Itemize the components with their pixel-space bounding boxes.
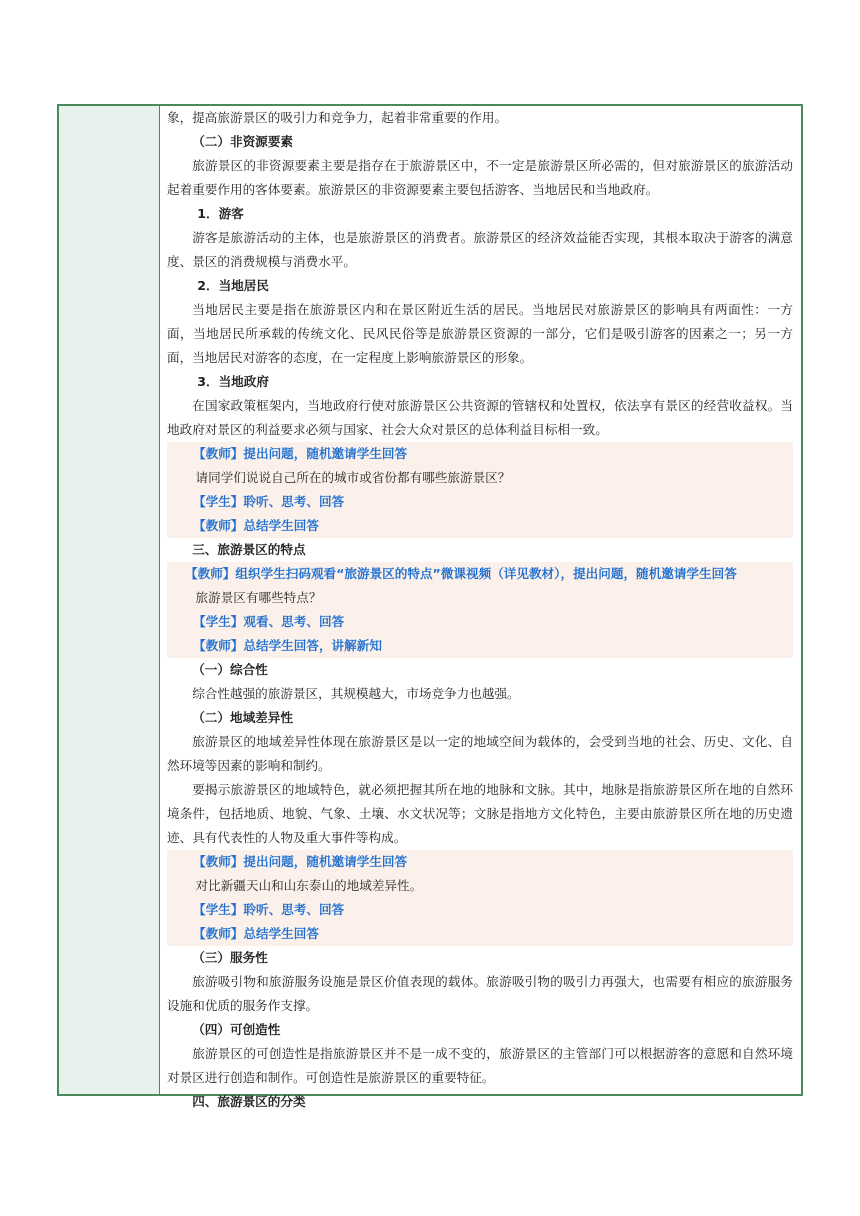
paragraph: 当地居民主要是指在旅游景区内和在景区附近生活的居民。当地居民对旅游景区的影响具有两面性：一方面，当地居民所承载的传统文化、民风民俗等是旅游景区资源的一部分，它们是吸引游客的因素之一；另一方面，当地居民对游客的态度，在一定程度上影响旅游景区的形象。: [167, 302, 793, 365]
activity-question: 旅游景区有哪些特点？: [195, 590, 322, 605]
teacher-summary: 【教师】总结学生回答: [193, 518, 319, 533]
item-heading-tourist: 1．游客: [197, 206, 244, 221]
teacher-summary: 【教师】总结学生回答，讲解新知: [193, 638, 382, 653]
teacher-summary: 【教师】总结学生回答: [193, 926, 319, 941]
teacher-prompt: 【教师】提出问题，随机邀请学生回答: [193, 854, 408, 869]
feature-heading-creativity: （四）可创造性: [192, 1022, 281, 1037]
section-heading-nonresource: （二）非资源要素: [192, 134, 293, 149]
left-column-cell: [59, 106, 160, 1094]
activity-block-2: [167, 562, 793, 658]
paragraph: 旅游景区的非资源要素主要是指存在于旅游景区中，不一定是旅游景区所必需的，但对旅游景区的旅游活动起着重要作用的客体要素。旅游景区的非资源要素主要包括游客、当地居民和当地政府。: [167, 158, 793, 197]
student-response: 【学生】观看、思考、回答: [193, 614, 345, 629]
paragraph: 在国家政策框架内，当地政府行使对旅游景区公共资源的管辖权和处置权，依法享有景区的经营收益权。当地政府对景区的利益要求必须与国家、社会大众对景区的总体利益目标相一致。: [167, 398, 793, 437]
paragraph: 旅游吸引物和旅游服务设施是景区价值表现的载体。旅游吸引物的吸引力再强大，也需要有相应的旅游服务设施和优质的服务作支撑。: [167, 974, 793, 1013]
activity-block-3: [167, 850, 793, 946]
paragraph: 综合性越强的旅游景区，其规模越大，市场竞争力也越强。: [192, 686, 520, 701]
intro-line: 象，提高旅游景区的吸引力和竞争力，起着非常重要的作用。: [167, 110, 508, 125]
teacher-prompt: 【教师】提出问题，随机邀请学生回答: [193, 446, 408, 461]
paragraph: 游客是旅游活动的主体，也是旅游景区的消费者。旅游景区的经济效益能否实现，其根本取决于游客的满意度、景区的消费规模与消费水平。: [167, 230, 793, 269]
activity-question: 对比新疆天山和山东泰山的地域差异性。: [195, 878, 423, 893]
section-heading-features: 三、旅游景区的特点: [192, 542, 306, 557]
item-heading-residents: 2．当地居民: [197, 278, 269, 293]
activity-question: 请同学们说说自己所在的城市或省份都有哪些旅游景区？: [195, 470, 511, 485]
activity-block-1: [167, 442, 793, 538]
feature-heading-regional: （二）地域差异性: [192, 710, 293, 725]
student-response: 【学生】聆听、思考、回答: [193, 902, 345, 917]
feature-heading-service: （三）服务性: [192, 950, 268, 965]
section-heading-classification: 四、旅游景区的分类: [192, 1094, 306, 1109]
teacher-prompt: 【教师】组织学生扫码观看“旅游景区的特点”微课视频（详见教材），提出问题，随机邀请学生回答: [185, 566, 737, 581]
item-heading-government: 3．当地政府: [197, 374, 269, 389]
paragraph: 旅游景区的地域差异性体现在旅游景区是以一定的地域空间为载体的，会受到当地的社会、历史、文化、自然环境等因素的影响和制约。: [167, 734, 793, 773]
paragraph: 旅游景区的可创造性是指旅游景区并不是一成不变的，旅游景区的主管部门可以根据游客的意愿和自然环境对景区进行创造和制作。可创造性是旅游景区的重要特征。: [167, 1046, 793, 1085]
feature-heading-comprehensive: （一）综合性: [192, 662, 268, 677]
lesson-table: [57, 104, 803, 1109]
lesson-content: [167, 106, 793, 1109]
student-response: 【学生】聆听、思考、回答: [193, 494, 345, 509]
paragraph: 要揭示旅游景区的地域特色，就必须把握其所在地的地脉和文脉。其中，地脉是指旅游景区所在地的自然环境条件，包括地质、地貌、气象、土壤、水文状况等；文脉是指地方文化特色，主要由旅游景区所在地的历史遗迹、具有代表性的人物及重大事件等构成。: [167, 782, 793, 845]
